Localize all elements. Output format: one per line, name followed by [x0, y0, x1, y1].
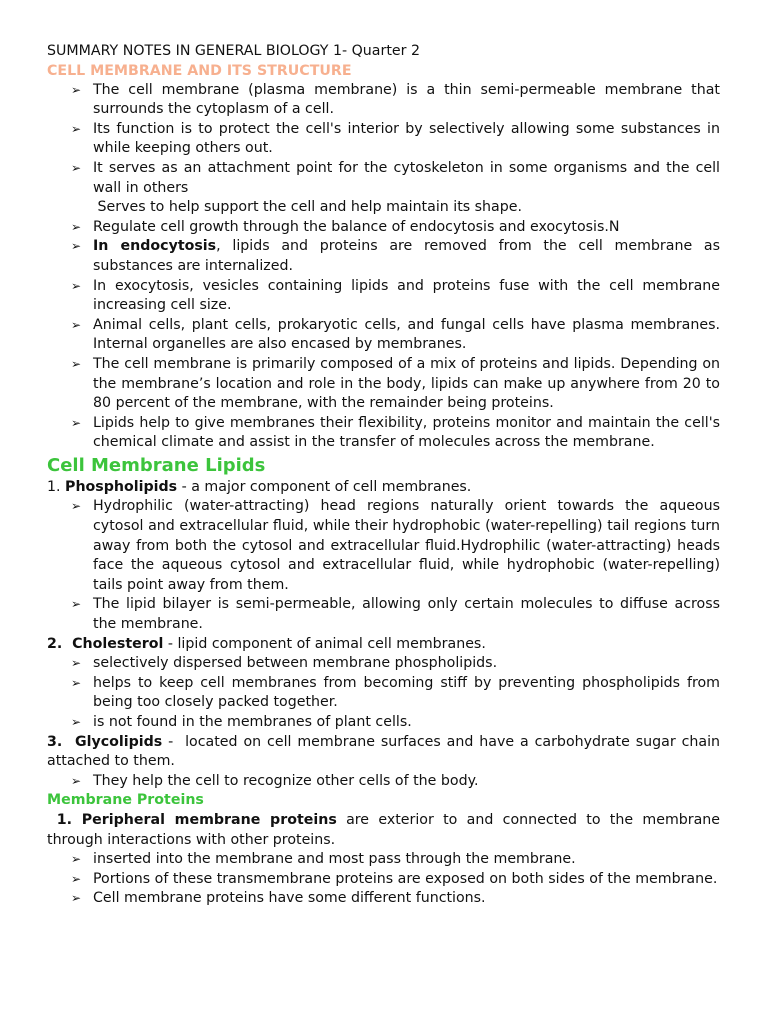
list-item: ➢ helps to keep cell membranes from becoming stiff by preventing phospholipids from being too closely packed together.: [71, 674, 720, 711]
section-heading-cell-membrane-lipids: Cell Membrane Lipids: [47, 454, 266, 476]
bullet-list-peripheral-proteins: [47, 850, 720, 909]
arrow-bullet-icon: ➢: [71, 891, 82, 906]
list-item: ➢ Cell membrane proteins have some different functions.: [47, 889, 720, 909]
arrow-bullet-icon: ➢: [71, 675, 82, 690]
numbered-item-glycolipids: 3. Glycolipids - located on cell membrane surfaces and have a carbohydrate sugar chain attached to them.: [47, 733, 725, 770]
arrow-bullet-icon: ➢: [71, 160, 82, 175]
bullet-list-structure-2: [47, 218, 720, 453]
section-heading-cell-membrane-structure: CELL MEMBRANE AND ITS STRUCTURE: [47, 62, 352, 79]
term-peripheral-membrane-proteins: Peripheral membrane proteins: [81, 811, 337, 828]
list-item: ➢ selectively dispersed between membrane phospholipids.: [47, 654, 720, 674]
arrow-bullet-icon: ➢: [71, 415, 82, 430]
arrow-bullet-icon: ➢: [71, 871, 82, 886]
arrow-bullet-icon: ➢: [71, 656, 82, 671]
list-item: ➢ Its function is to protect the cell's interior by selectively allowing some substances in while keeping others out.: [71, 120, 720, 157]
list-item: ➢ Regulate cell growth through the balance of endocytosis and exocytosis.N: [47, 218, 720, 238]
list-item: ➢ Portions of these transmembrane proteins are exposed on both sides of the membrane.: [47, 870, 720, 890]
arrow-bullet-icon: ➢: [71, 597, 82, 612]
bullet-list-structure: [47, 81, 720, 199]
list-item: ➢ The cell membrane (plasma membrane) is a thin semi-permeable membrane that surrounds the cytoplasm of a cell.: [71, 81, 720, 118]
list-item: ➢ They help the cell to recognize other cells of the body.: [47, 772, 720, 792]
endocytosis-term: In endocytosis: [93, 238, 217, 255]
list-item: ➢ inserted into the membrane and most pass through the membrane.: [47, 850, 720, 870]
arrow-bullet-icon: ➢: [71, 356, 82, 371]
list-item: ➢ In exocytosis, vesicles containing lipids and proteins fuse with the cell membrane increasing cell size.: [71, 277, 720, 314]
list-item: ➢ Lipids help to give membranes their flexibility, proteins monitor and maintain the cell's chemical climate and assist in the transfer of molecules across the membrane.: [71, 414, 720, 451]
list-item: ➢ The lipid bilayer is semi-permeable, allowing only certain molecules to diffuse across the membrane.: [71, 596, 720, 633]
arrow-bullet-icon: ➢: [71, 499, 82, 514]
arrow-bullet-icon: ➢: [71, 773, 82, 788]
bullet-list-glycolipids: [47, 772, 720, 792]
document-title: SUMMARY NOTES IN GENERAL BIOLOGY 1- Quarter 2: [47, 43, 420, 59]
section-heading-membrane-proteins: Membrane Proteins: [47, 792, 204, 809]
list-item: ➢ In endocytosis, lipids and proteins are removed from the cell membrane as substances are internalized.: [71, 238, 720, 274]
arrow-bullet-icon: ➢: [71, 219, 82, 234]
bullet-list-cholesterol: [47, 654, 720, 732]
list-item: ➢ It serves as an attachment point for the cytoskeleton in some organisms and the cell wall in others: [71, 159, 720, 196]
arrow-bullet-icon: ➢: [71, 715, 82, 729]
bullet-list-phospholipids: [47, 497, 720, 634]
list-item: ➢ The cell membrane is primarily composed of a mix of proteins and lipids. Depending on the membrane’s location and role in the body, lipids can make up anywhere from 20 to 80 percent of the membrane, with the remainder being proteins.: [71, 355, 720, 412]
numbered-item-peripheral-proteins: 1. Peripheral membrane proteins are exterior to and connected to the membrane through interactions with other proteins.: [47, 811, 721, 848]
term-glycolipids: Glycolipids: [74, 733, 163, 750]
list-item: ➢ Hydrophilic (water-attracting) head regions naturally orient towards the aqueous cytosol and extracellular fluid, while their hydrophobic (water-repelling) tail regions turn away from both the cytosol and extracellular fluid.Hydrophilic (water-attracting) heads face the aqueous cytosol and extracellular fluid, while hydrophobic (water-repelling) tails point away from them.: [71, 498, 720, 593]
numbered-item-phospholipids: 1. Phospholipids - a major component of cell membranes.: [47, 478, 472, 495]
arrow-bullet-icon: ➢: [71, 121, 82, 136]
numbered-item-cholesterol: 2. Cholesterol - lipid component of animal cell membranes.: [47, 635, 486, 652]
arrow-bullet-icon: ➢: [71, 82, 82, 97]
list-item: ➢ is not found in the membranes of plant cells.: [47, 713, 720, 733]
term-phospholipids: Phospholipids: [65, 478, 178, 495]
arrow-bullet-icon: ➢: [71, 317, 82, 332]
arrow-bullet-icon: ➢: [71, 852, 82, 867]
arrow-bullet-icon: ➢: [71, 239, 82, 254]
arrow-bullet-icon: ➢: [71, 278, 82, 293]
document-page: [47, 42, 725, 909]
continuation-line: Serves to help support the cell and help maintain its shape.: [93, 199, 522, 216]
list-item: ➢ Animal cells, plant cells, prokaryotic cells, and fungal cells have plasma membranes. Internal organelles are also encased by membranes.: [71, 316, 720, 353]
term-cholesterol: Cholesterol: [72, 635, 164, 652]
